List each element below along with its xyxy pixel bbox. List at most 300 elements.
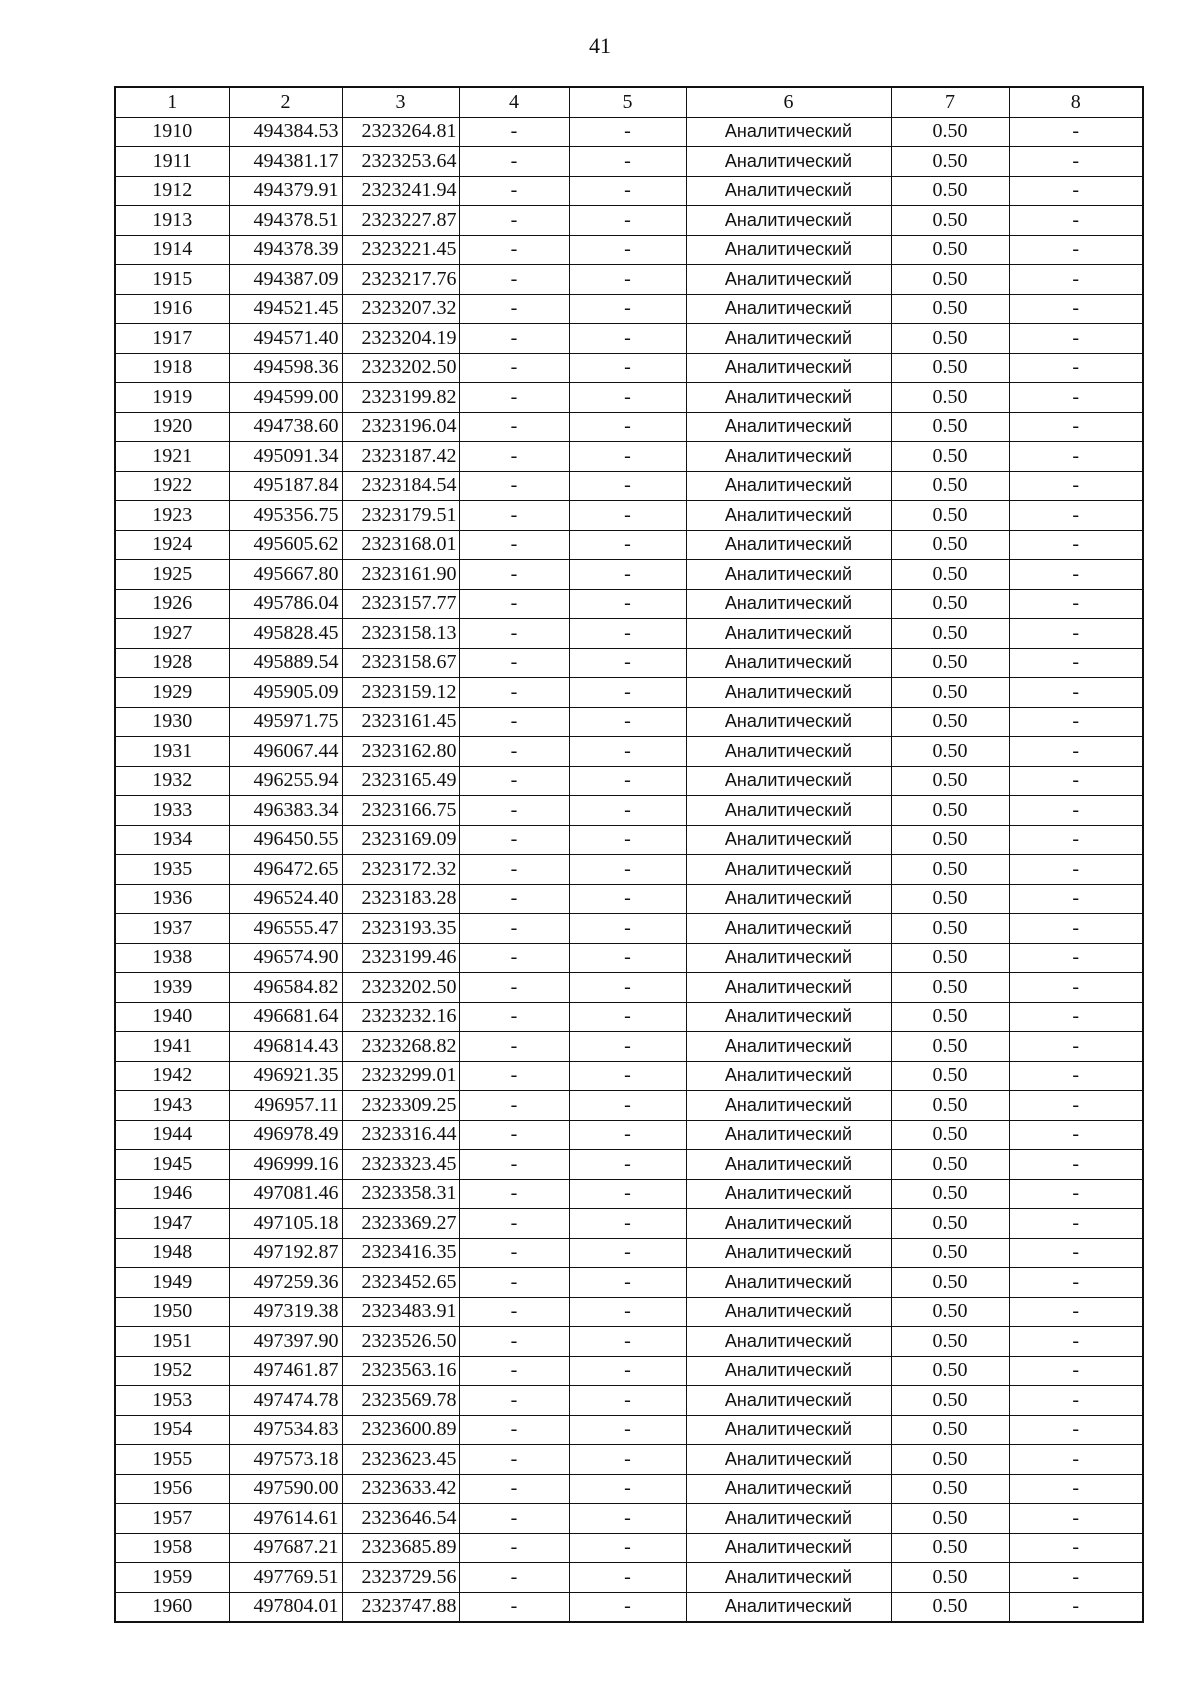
y-coordinate-cell: 2323241.94 — [342, 176, 459, 206]
precision-cell: 0.50 — [891, 796, 1009, 826]
method-cell: Аналитический — [686, 1120, 891, 1150]
method-cell: Аналитический — [686, 176, 891, 206]
column-8-cell: - — [1009, 1533, 1143, 1563]
x-coordinate-cell: 497192.87 — [229, 1238, 342, 1268]
table-row — [115, 324, 1143, 354]
x-coordinate-cell: 494598.36 — [229, 353, 342, 383]
column-8-cell: - — [1009, 619, 1143, 649]
precision-cell: 0.50 — [891, 1238, 1009, 1268]
precision-cell: 0.50 — [891, 1002, 1009, 1032]
column-5-cell: - — [569, 1209, 686, 1239]
point-number-cell: 1956 — [115, 1474, 229, 1504]
point-number-cell: 1953 — [115, 1386, 229, 1416]
table-row — [115, 560, 1143, 590]
y-coordinate-cell: 2323199.46 — [342, 943, 459, 973]
x-coordinate-cell: 496383.34 — [229, 796, 342, 826]
table-row — [115, 147, 1143, 177]
table-row — [115, 943, 1143, 973]
column-5-cell: - — [569, 1120, 686, 1150]
method-cell: Аналитический — [686, 619, 891, 649]
column-5-cell: - — [569, 117, 686, 147]
table-row — [115, 766, 1143, 796]
table-row — [115, 1268, 1143, 1298]
precision-cell: 0.50 — [891, 1179, 1009, 1209]
precision-cell: 0.50 — [891, 825, 1009, 855]
table-row — [115, 530, 1143, 560]
point-number-cell: 1960 — [115, 1592, 229, 1622]
y-coordinate-cell: 2323563.16 — [342, 1356, 459, 1386]
method-cell: Аналитический — [686, 1061, 891, 1091]
column-header-4: 4 — [459, 87, 569, 117]
method-cell: Аналитический — [686, 796, 891, 826]
column-8-cell: - — [1009, 176, 1143, 206]
column-8-cell: - — [1009, 1386, 1143, 1416]
point-number-cell: 1924 — [115, 530, 229, 560]
table-row — [115, 884, 1143, 914]
column-header-5: 5 — [569, 87, 686, 117]
column-4-cell: - — [459, 206, 569, 236]
column-4-cell: - — [459, 914, 569, 944]
column-8-cell: - — [1009, 1061, 1143, 1091]
column-8-cell: - — [1009, 855, 1143, 885]
method-cell: Аналитический — [686, 1209, 891, 1239]
column-5-cell: - — [569, 471, 686, 501]
method-cell: Аналитический — [686, 678, 891, 708]
column-8-cell: - — [1009, 1268, 1143, 1298]
column-8-cell: - — [1009, 294, 1143, 324]
point-number-cell: 1918 — [115, 353, 229, 383]
column-header-8: 8 — [1009, 87, 1143, 117]
point-number-cell: 1943 — [115, 1091, 229, 1121]
column-5-cell: - — [569, 530, 686, 560]
column-5-cell: - — [569, 1150, 686, 1180]
precision-cell: 0.50 — [891, 265, 1009, 295]
column-4-cell: - — [459, 147, 569, 177]
column-8-cell: - — [1009, 1297, 1143, 1327]
column-8-cell: - — [1009, 678, 1143, 708]
column-header-2: 2 — [229, 87, 342, 117]
x-coordinate-cell: 494378.51 — [229, 206, 342, 236]
method-cell: Аналитический — [686, 825, 891, 855]
x-coordinate-cell: 496681.64 — [229, 1002, 342, 1032]
point-number-cell: 1917 — [115, 324, 229, 354]
column-4-cell: - — [459, 1592, 569, 1622]
column-8-cell: - — [1009, 206, 1143, 236]
x-coordinate-cell: 494571.40 — [229, 324, 342, 354]
y-coordinate-cell: 2323162.80 — [342, 737, 459, 767]
method-cell: Аналитический — [686, 206, 891, 236]
x-coordinate-cell: 497319.38 — [229, 1297, 342, 1327]
y-coordinate-cell: 2323299.01 — [342, 1061, 459, 1091]
x-coordinate-cell: 494384.53 — [229, 117, 342, 147]
method-cell: Аналитический — [686, 855, 891, 885]
column-header-1: 1 — [115, 87, 229, 117]
coordinates-table — [114, 86, 1144, 1623]
table-row — [115, 619, 1143, 649]
column-8-cell: - — [1009, 973, 1143, 1003]
y-coordinate-cell: 2323158.13 — [342, 619, 459, 649]
method-cell: Аналитический — [686, 383, 891, 413]
column-header-3: 3 — [342, 87, 459, 117]
method-cell: Аналитический — [686, 1297, 891, 1327]
y-coordinate-cell: 2323202.50 — [342, 353, 459, 383]
y-coordinate-cell: 2323253.64 — [342, 147, 459, 177]
column-4-cell: - — [459, 1356, 569, 1386]
column-4-cell: - — [459, 530, 569, 560]
table-row — [115, 825, 1143, 855]
x-coordinate-cell: 497081.46 — [229, 1179, 342, 1209]
column-4-cell: - — [459, 324, 569, 354]
y-coordinate-cell: 2323158.67 — [342, 648, 459, 678]
precision-cell: 0.50 — [891, 678, 1009, 708]
column-8-cell: - — [1009, 737, 1143, 767]
column-5-cell: - — [569, 914, 686, 944]
point-number-cell: 1946 — [115, 1179, 229, 1209]
column-4-cell: - — [459, 855, 569, 885]
column-5-cell: - — [569, 1238, 686, 1268]
precision-cell: 0.50 — [891, 1150, 1009, 1180]
column-5-cell: - — [569, 1563, 686, 1593]
column-5-cell: - — [569, 1179, 686, 1209]
point-number-cell: 1915 — [115, 265, 229, 295]
x-coordinate-cell: 495356.75 — [229, 501, 342, 531]
column-4-cell: - — [459, 1120, 569, 1150]
point-number-cell: 1936 — [115, 884, 229, 914]
precision-cell: 0.50 — [891, 501, 1009, 531]
column-8-cell: - — [1009, 1592, 1143, 1622]
column-4-cell: - — [459, 1002, 569, 1032]
table-row — [115, 1091, 1143, 1121]
y-coordinate-cell: 2323526.50 — [342, 1327, 459, 1357]
column-4-cell: - — [459, 1179, 569, 1209]
column-4-cell: - — [459, 560, 569, 590]
table-row — [115, 648, 1143, 678]
x-coordinate-cell: 496472.65 — [229, 855, 342, 885]
method-cell: Аналитический — [686, 1445, 891, 1475]
column-4-cell: - — [459, 796, 569, 826]
y-coordinate-cell: 2323483.91 — [342, 1297, 459, 1327]
column-8-cell: - — [1009, 1356, 1143, 1386]
method-cell: Аналитический — [686, 471, 891, 501]
column-4-cell: - — [459, 884, 569, 914]
precision-cell: 0.50 — [891, 619, 1009, 649]
table-row — [115, 235, 1143, 265]
method-cell: Аналитический — [686, 442, 891, 472]
point-number-cell: 1945 — [115, 1150, 229, 1180]
point-number-cell: 1950 — [115, 1297, 229, 1327]
table-row — [115, 589, 1143, 619]
column-4-cell: - — [459, 1445, 569, 1475]
column-8-cell: - — [1009, 766, 1143, 796]
column-8-cell: - — [1009, 1474, 1143, 1504]
point-number-cell: 1947 — [115, 1209, 229, 1239]
x-coordinate-cell: 495828.45 — [229, 619, 342, 649]
x-coordinate-cell: 496555.47 — [229, 914, 342, 944]
x-coordinate-cell: 496255.94 — [229, 766, 342, 796]
column-5-cell: - — [569, 1002, 686, 1032]
column-5-cell: - — [569, 1061, 686, 1091]
column-5-cell: - — [569, 206, 686, 236]
y-coordinate-cell: 2323569.78 — [342, 1386, 459, 1416]
precision-cell: 0.50 — [891, 884, 1009, 914]
y-coordinate-cell: 2323199.82 — [342, 383, 459, 413]
point-number-cell: 1937 — [115, 914, 229, 944]
y-coordinate-cell: 2323157.77 — [342, 589, 459, 619]
column-8-cell: - — [1009, 353, 1143, 383]
method-cell: Аналитический — [686, 265, 891, 295]
y-coordinate-cell: 2323227.87 — [342, 206, 459, 236]
column-5-cell: - — [569, 825, 686, 855]
precision-cell: 0.50 — [891, 1563, 1009, 1593]
column-4-cell: - — [459, 943, 569, 973]
y-coordinate-cell: 2323179.51 — [342, 501, 459, 531]
precision-cell: 0.50 — [891, 855, 1009, 885]
column-5-cell: - — [569, 1297, 686, 1327]
method-cell: Аналитический — [686, 1268, 891, 1298]
y-coordinate-cell: 2323221.45 — [342, 235, 459, 265]
precision-cell: 0.50 — [891, 206, 1009, 236]
method-cell: Аналитический — [686, 117, 891, 147]
y-coordinate-cell: 2323747.88 — [342, 1592, 459, 1622]
column-4-cell: - — [459, 619, 569, 649]
column-8-cell: - — [1009, 707, 1143, 737]
method-cell: Аналитический — [686, 1386, 891, 1416]
y-coordinate-cell: 2323369.27 — [342, 1209, 459, 1239]
precision-cell: 0.50 — [891, 117, 1009, 147]
y-coordinate-cell: 2323729.56 — [342, 1563, 459, 1593]
x-coordinate-cell: 494379.91 — [229, 176, 342, 206]
precision-cell: 0.50 — [891, 1386, 1009, 1416]
precision-cell: 0.50 — [891, 1120, 1009, 1150]
point-number-cell: 1949 — [115, 1268, 229, 1298]
y-coordinate-cell: 2323623.45 — [342, 1445, 459, 1475]
column-5-cell: - — [569, 235, 686, 265]
method-cell: Аналитический — [686, 235, 891, 265]
column-8-cell: - — [1009, 471, 1143, 501]
column-8-cell: - — [1009, 825, 1143, 855]
table-row — [115, 1032, 1143, 1062]
table-row — [115, 383, 1143, 413]
column-5-cell: - — [569, 648, 686, 678]
precision-cell: 0.50 — [891, 1474, 1009, 1504]
column-5-cell: - — [569, 766, 686, 796]
method-cell: Аналитический — [686, 1474, 891, 1504]
column-8-cell: - — [1009, 442, 1143, 472]
x-coordinate-cell: 494738.60 — [229, 412, 342, 442]
method-cell: Аналитический — [686, 530, 891, 560]
point-number-cell: 1957 — [115, 1504, 229, 1534]
method-cell: Аналитический — [686, 737, 891, 767]
column-5-cell: - — [569, 796, 686, 826]
precision-cell: 0.50 — [891, 589, 1009, 619]
table-row — [115, 1297, 1143, 1327]
y-coordinate-cell: 2323166.75 — [342, 796, 459, 826]
column-8-cell: - — [1009, 265, 1143, 295]
point-number-cell: 1939 — [115, 973, 229, 1003]
method-cell: Аналитический — [686, 1032, 891, 1062]
precision-cell: 0.50 — [891, 648, 1009, 678]
y-coordinate-cell: 2323268.82 — [342, 1032, 459, 1062]
y-coordinate-cell: 2323323.45 — [342, 1150, 459, 1180]
x-coordinate-cell: 494378.39 — [229, 235, 342, 265]
precision-cell: 0.50 — [891, 353, 1009, 383]
column-8-cell: - — [1009, 1327, 1143, 1357]
y-coordinate-cell: 2323169.09 — [342, 825, 459, 855]
point-number-cell: 1948 — [115, 1238, 229, 1268]
table-header-row — [115, 87, 1143, 117]
y-coordinate-cell: 2323207.32 — [342, 294, 459, 324]
column-5-cell: - — [569, 412, 686, 442]
column-5-cell: - — [569, 176, 686, 206]
column-8-cell: - — [1009, 324, 1143, 354]
x-coordinate-cell: 496524.40 — [229, 884, 342, 914]
precision-cell: 0.50 — [891, 1445, 1009, 1475]
method-cell: Аналитический — [686, 1563, 891, 1593]
y-coordinate-cell: 2323161.45 — [342, 707, 459, 737]
x-coordinate-cell: 497534.83 — [229, 1415, 342, 1445]
x-coordinate-cell: 494521.45 — [229, 294, 342, 324]
column-4-cell: - — [459, 1209, 569, 1239]
column-5-cell: - — [569, 324, 686, 354]
method-cell: Аналитический — [686, 884, 891, 914]
point-number-cell: 1926 — [115, 589, 229, 619]
y-coordinate-cell: 2323685.89 — [342, 1533, 459, 1563]
x-coordinate-cell: 497474.78 — [229, 1386, 342, 1416]
column-5-cell: - — [569, 619, 686, 649]
point-number-cell: 1935 — [115, 855, 229, 885]
table-row — [115, 442, 1143, 472]
x-coordinate-cell: 495187.84 — [229, 471, 342, 501]
table-row — [115, 1179, 1143, 1209]
x-coordinate-cell: 496978.49 — [229, 1120, 342, 1150]
x-coordinate-cell: 495905.09 — [229, 678, 342, 708]
precision-cell: 0.50 — [891, 737, 1009, 767]
x-coordinate-cell: 495971.75 — [229, 707, 342, 737]
x-coordinate-cell: 494387.09 — [229, 265, 342, 295]
table-row — [115, 1061, 1143, 1091]
y-coordinate-cell: 2323316.44 — [342, 1120, 459, 1150]
method-cell: Аналитический — [686, 560, 891, 590]
precision-cell: 0.50 — [891, 914, 1009, 944]
table-row — [115, 1386, 1143, 1416]
y-coordinate-cell: 2323416.35 — [342, 1238, 459, 1268]
x-coordinate-cell: 496584.82 — [229, 973, 342, 1003]
column-5-cell: - — [569, 855, 686, 885]
column-4-cell: - — [459, 1268, 569, 1298]
column-5-cell: - — [569, 1474, 686, 1504]
method-cell: Аналитический — [686, 294, 891, 324]
table-row — [115, 1563, 1143, 1593]
column-4-cell: - — [459, 1415, 569, 1445]
x-coordinate-cell: 497614.61 — [229, 1504, 342, 1534]
table-row — [115, 206, 1143, 236]
point-number-cell: 1941 — [115, 1032, 229, 1062]
point-number-cell: 1925 — [115, 560, 229, 590]
method-cell: Аналитический — [686, 1179, 891, 1209]
column-header-6: 6 — [686, 87, 891, 117]
point-number-cell: 1952 — [115, 1356, 229, 1386]
column-5-cell: - — [569, 589, 686, 619]
table-row — [115, 855, 1143, 885]
column-5-cell: - — [569, 1386, 686, 1416]
precision-cell: 0.50 — [891, 1061, 1009, 1091]
x-coordinate-cell: 495889.54 — [229, 648, 342, 678]
table-body — [115, 117, 1143, 1622]
precision-cell: 0.50 — [891, 235, 1009, 265]
table-row — [115, 1209, 1143, 1239]
column-4-cell: - — [459, 353, 569, 383]
column-5-cell: - — [569, 1268, 686, 1298]
column-5-cell: - — [569, 353, 686, 383]
y-coordinate-cell: 2323600.89 — [342, 1415, 459, 1445]
point-number-cell: 1940 — [115, 1002, 229, 1032]
column-5-cell: - — [569, 383, 686, 413]
point-number-cell: 1932 — [115, 766, 229, 796]
column-8-cell: - — [1009, 1120, 1143, 1150]
table-row — [115, 1592, 1143, 1622]
point-number-cell: 1954 — [115, 1415, 229, 1445]
column-8-cell: - — [1009, 1445, 1143, 1475]
column-8-cell: - — [1009, 117, 1143, 147]
column-4-cell: - — [459, 648, 569, 678]
table-row — [115, 117, 1143, 147]
precision-cell: 0.50 — [891, 1356, 1009, 1386]
column-4-cell: - — [459, 1563, 569, 1593]
table-row — [115, 1504, 1143, 1534]
x-coordinate-cell: 497769.51 — [229, 1563, 342, 1593]
x-coordinate-cell: 494599.00 — [229, 383, 342, 413]
column-5-cell: - — [569, 1533, 686, 1563]
page-number: 41 — [589, 33, 611, 58]
column-8-cell: - — [1009, 589, 1143, 619]
precision-cell: 0.50 — [891, 1533, 1009, 1563]
y-coordinate-cell: 2323309.25 — [342, 1091, 459, 1121]
precision-cell: 0.50 — [891, 530, 1009, 560]
column-4-cell: - — [459, 1150, 569, 1180]
table-header — [115, 87, 1143, 117]
precision-cell: 0.50 — [891, 1091, 1009, 1121]
method-cell: Аналитический — [686, 1327, 891, 1357]
column-4-cell: - — [459, 678, 569, 708]
y-coordinate-cell: 2323161.90 — [342, 560, 459, 590]
method-cell: Аналитический — [686, 1002, 891, 1032]
column-5-cell: - — [569, 1091, 686, 1121]
table-row — [115, 1415, 1143, 1445]
precision-cell: 0.50 — [891, 1504, 1009, 1534]
column-4-cell: - — [459, 1238, 569, 1268]
method-cell: Аналитический — [686, 914, 891, 944]
y-coordinate-cell: 2323165.49 — [342, 766, 459, 796]
table-row — [115, 471, 1143, 501]
point-number-cell: 1911 — [115, 147, 229, 177]
column-5-cell: - — [569, 1327, 686, 1357]
x-coordinate-cell: 497573.18 — [229, 1445, 342, 1475]
column-8-cell: - — [1009, 1179, 1143, 1209]
x-coordinate-cell: 496574.90 — [229, 943, 342, 973]
column-4-cell: - — [459, 1297, 569, 1327]
table-row — [115, 796, 1143, 826]
column-4-cell: - — [459, 501, 569, 531]
point-number-cell: 1914 — [115, 235, 229, 265]
precision-cell: 0.50 — [891, 1327, 1009, 1357]
point-number-cell: 1912 — [115, 176, 229, 206]
table-row — [115, 1356, 1143, 1386]
column-8-cell: - — [1009, 235, 1143, 265]
column-4-cell: - — [459, 1504, 569, 1534]
point-number-cell: 1958 — [115, 1533, 229, 1563]
column-8-cell: - — [1009, 1238, 1143, 1268]
column-5-cell: - — [569, 973, 686, 1003]
